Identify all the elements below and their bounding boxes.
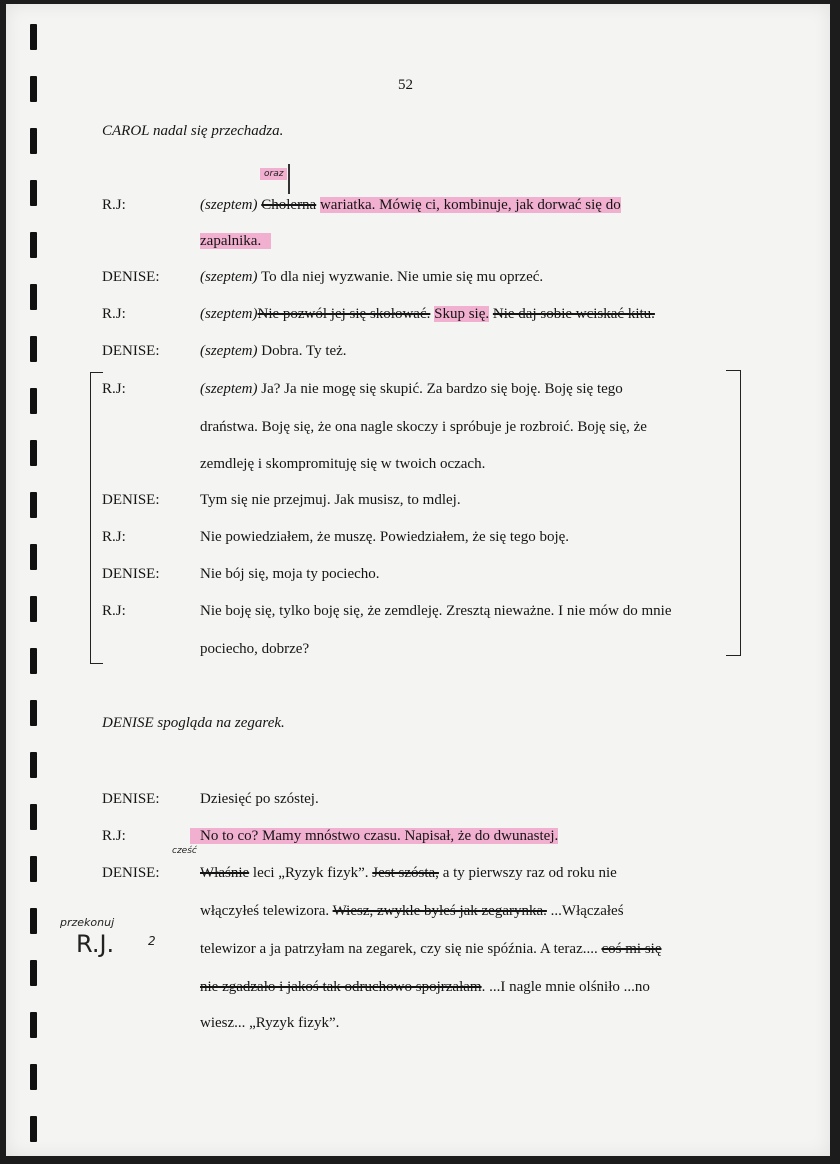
dialogue-line: wiesz... „Ryzyk fizyk”. (200, 1015, 340, 1031)
speaker-label: DENISE: (102, 791, 160, 807)
dialogue-line: Nie bój się, moja ty pociecho. (200, 566, 380, 582)
binding-hole (30, 388, 37, 414)
dialogue-line (200, 978, 650, 996)
stage-paren: (szeptem) (200, 306, 258, 322)
dialogue-line: Nie powiedziałem, że muszę. Powiedziałem, że się tego boję. (200, 529, 570, 545)
dialogue-line (200, 232, 271, 250)
binding-hole (30, 128, 37, 154)
struck-text: Nie pozwól jej się skołować. (257, 306, 431, 322)
dialogue-line (190, 827, 558, 845)
dialogue-line (200, 864, 617, 882)
dialogue-line (200, 305, 655, 323)
struck-text: Wiesz, zwykle byłeś jak zegarynka. (332, 903, 547, 919)
dialogue-line (200, 380, 623, 398)
margin-note: R.J. (76, 930, 115, 958)
handwritten-note: cześć (172, 846, 197, 856)
dialogue-text: Ja? Ja nie mogę się skupić. Za bardzo się boję. Boję się tego (261, 381, 623, 397)
stage-direction: DENISE spogląda na zegarek. (102, 715, 285, 731)
dialogue-text: telewizor a ja patrzyłam na zegarek, czy się nie spóźnia. A teraz.... (200, 941, 598, 957)
highlighted-text: zapalnika. (200, 233, 271, 249)
binding-hole (30, 1116, 37, 1142)
dialogue-text: Dobra. Ty też. (261, 343, 347, 359)
dialogue-line: Dziesięć po szóstej. (200, 791, 319, 807)
speaker-label: R.J: (102, 828, 126, 844)
dialogue-line: draństwa. Boję się, że ona nagle skoczy i spróbuje je rozbroić. Boję się, że (200, 419, 647, 435)
speaker-label: DENISE: (102, 269, 160, 285)
stage-paren: (szeptem) (200, 381, 258, 397)
left-bracket-mark (90, 372, 103, 664)
speaker-label: R.J: (102, 603, 126, 619)
dialogue-line: Tym się nie przejmuj. Jak musisz, to mdlej. (200, 492, 461, 508)
dialogue-line (200, 196, 621, 214)
binding-hole (30, 440, 37, 466)
struck-text: Nie daj sobie wciskać kitu. (492, 306, 655, 322)
dialogue-text: a ty pierwszy raz od roku nie (442, 865, 617, 881)
stage-direction: CAROL nadal się przechadza. (102, 123, 284, 139)
dialogue-line: zemdleję i skompromituję się w twoich oczach. (200, 456, 486, 472)
highlighted-text: Skup się. (434, 306, 490, 322)
speaker-label: R.J: (102, 381, 126, 397)
binding-hole (30, 1012, 37, 1038)
binding-hole (30, 492, 37, 518)
margin-note: 2 (148, 934, 156, 948)
dialogue-line: Nie boję się, tylko boję się, że zemdleję. Zresztą nieważne. I nie mów do mnie (200, 603, 672, 619)
binding-hole (30, 960, 37, 986)
speaker-label: R.J: (102, 306, 126, 322)
dialogue-text: . ...I nagle mnie olśniło ...no (481, 979, 650, 995)
speaker-label: DENISE: (102, 566, 160, 582)
binding-hole (30, 76, 37, 102)
binding-hole (30, 24, 37, 50)
dialogue-line (200, 342, 347, 360)
speaker-label: DENISE: (102, 492, 160, 508)
highlighted-text: wariatka. Mówię ci, kombinuje, jak dorwać się do (319, 197, 621, 213)
handwritten-mark (288, 164, 290, 194)
binding-hole (30, 804, 37, 830)
highlighted-text: No to co? Mamy mnóstwo czasu. Napisał, że do dwunastej. (190, 828, 558, 844)
binding-hole (30, 752, 37, 778)
stage-paren: (szeptem) (200, 343, 258, 359)
speaker-label: DENISE: (102, 343, 160, 359)
binding-hole (30, 336, 37, 362)
stage-paren: (szeptem) (200, 197, 258, 213)
binding-hole (30, 180, 37, 206)
dialogue-line (200, 940, 661, 958)
dialogue-line: pociecho, dobrze? (200, 641, 310, 657)
speaker-label: R.J: (102, 197, 126, 213)
binding-hole (30, 856, 37, 882)
struck-text: Właśnie (200, 865, 250, 881)
dialogue-text: leci „Ryzyk fizyk”. (252, 865, 369, 881)
struck-text: Jest szósta, (372, 865, 439, 881)
speaker-label: R.J: (102, 529, 126, 545)
binding-hole (30, 284, 37, 310)
struck-text: coś mi się (601, 941, 662, 957)
binding-hole (30, 544, 37, 570)
handwritten-note: oraz (260, 168, 287, 180)
struck-text: nie zgadzało i jakoś tak odruchowo spojrzałam (200, 979, 482, 995)
dialogue-line (200, 902, 624, 920)
dialogue-text: ...Włączałeś (550, 903, 624, 919)
dialogue-line (200, 268, 543, 286)
struck-text: Cholerna (261, 197, 317, 213)
binding-hole (30, 596, 37, 622)
stage-paren: (szeptem) (200, 269, 258, 285)
binding-hole (30, 908, 37, 934)
margin-note: przekonuj (60, 916, 115, 929)
binding-hole (30, 232, 37, 258)
binding-hole (30, 700, 37, 726)
dialogue-text: To dla niej wyzwanie. Nie umie się mu oprzeć. (260, 269, 544, 285)
dialogue-text: włączyłeś telewizora. (200, 903, 330, 919)
binding-hole (30, 648, 37, 674)
speaker-label: DENISE: (102, 865, 160, 881)
page-number: 52 (398, 77, 413, 93)
script-page (6, 4, 830, 1156)
right-bracket-mark (726, 370, 741, 656)
binding-hole (30, 1064, 37, 1090)
